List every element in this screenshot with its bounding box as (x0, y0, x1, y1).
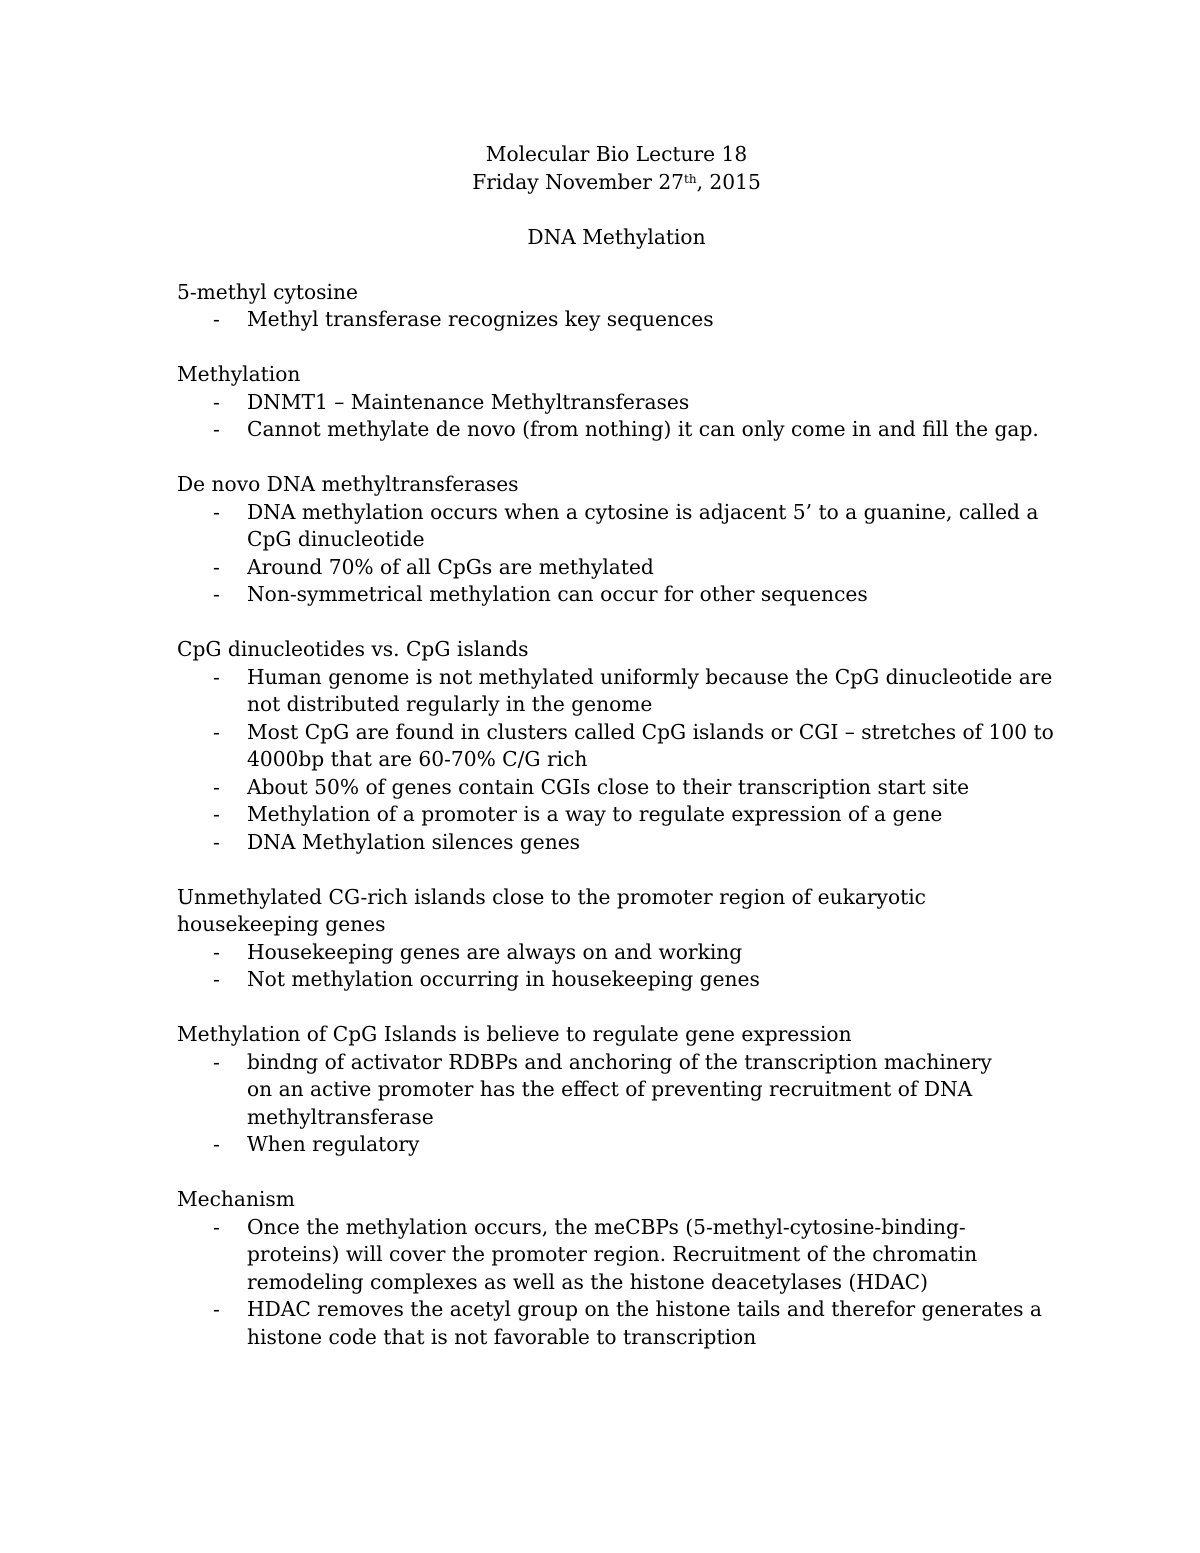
list-item (177, 554, 1057, 582)
lecture-title: Molecular Bio Lecture 18 (485, 142, 748, 166)
dash-bullet: - (213, 664, 220, 689)
list-item (177, 499, 1057, 554)
bullet-list (177, 499, 1057, 609)
list-item (177, 581, 1057, 609)
list-item (177, 829, 1057, 857)
list-item-text: Most CpG are found in clusters called CpG islands or CGI – stretches of 100 to 4000bp that are 60-70% C/G rich (247, 719, 1054, 771)
document-page (177, 141, 1057, 1351)
dash-bullet: - (213, 1132, 220, 1156)
section-5-methyl-cytosine (177, 279, 1057, 334)
dash-bullet: - (213, 802, 220, 826)
dash-bullet: - (213, 499, 220, 524)
list-item-text: bindng of activator RDBPs and anchoring of the transcription machinery on an active promoter has the effect of preventing recruitment of DNA methyltransferase (247, 1049, 992, 1129)
dash-bullet: - (213, 1049, 220, 1074)
section-heading: De novo DNA methyltransferases (177, 472, 519, 496)
document-header (176, 141, 1057, 251)
list-item (177, 306, 1057, 334)
section-cpg-dinucleotides-vs-islands (177, 636, 1057, 856)
lecture-date (176, 169, 1057, 197)
list-item-text: Methyl transferase recognizes key sequences (247, 307, 714, 331)
list-item-text: Housekeeping genes are always on and working (247, 939, 743, 964)
dash-bullet: - (213, 389, 220, 414)
list-item (177, 389, 1057, 417)
section-heading: Methylation (177, 362, 301, 386)
list-item (177, 939, 1057, 967)
list-item (177, 966, 1057, 994)
section-heading: CpG dinucleotides vs. CpG islands (177, 637, 529, 661)
list-item-text: Methylation of a promoter is a way to regulate expression of a gene (247, 802, 943, 826)
list-item-text: DNMT1 – Maintenance Methyltransferases (247, 389, 690, 414)
list-item-text: When regulatory (247, 1132, 420, 1156)
dash-bullet: - (213, 939, 220, 964)
list-item (177, 1214, 1057, 1297)
section-methylation (177, 361, 1057, 444)
dash-bullet: - (213, 582, 220, 606)
bullet-list (177, 1214, 1057, 1352)
bullet-list (177, 664, 1057, 857)
topic-title: DNA Methylation (527, 224, 706, 249)
list-item (177, 664, 1057, 719)
dash-bullet: - (213, 307, 220, 331)
list-item (177, 719, 1057, 774)
section-unmethylated-cg-islands (177, 884, 1057, 994)
list-item-text: HDAC removes the acetyl group on the histone tails and therefor generates a histone code that is not favorable to transcription (247, 1297, 1042, 1349)
dash-bullet: - (213, 719, 220, 744)
date-prefix: Friday November 27 (472, 169, 685, 194)
list-item (177, 1296, 1057, 1351)
dash-bullet: - (213, 1214, 220, 1239)
section-heading: Methylation of CpG Islands is believe to regulate gene expression (177, 1022, 852, 1046)
list-item (177, 1131, 1057, 1159)
section-heading: Unmethylated CG-rich islands close to the promoter region of eukaryotic housekeeping genes (177, 884, 926, 936)
section-de-novo-methyltransferases (177, 471, 1057, 609)
section-heading: Mechanism (177, 1187, 295, 1211)
list-item-text: DNA Methylation silences genes (247, 829, 581, 854)
list-item-text: Cannot methylate de novo (from nothing) it can only come in and fill the gap. (247, 417, 1039, 441)
bullet-list (177, 1049, 1057, 1159)
list-item-text: About 50% of genes contain CGIs close to their transcription start site (247, 774, 970, 799)
bullet-list (177, 306, 1057, 334)
dash-bullet: - (213, 1297, 220, 1321)
section-methylation-of-cpg-islands (177, 1021, 1057, 1159)
section-mechanism (177, 1186, 1057, 1351)
list-item-text: Human genome is not methylated uniformly because the CpG dinucleotide are not distributed regularly in the genome (247, 664, 1053, 716)
dash-bullet: - (213, 967, 220, 991)
list-item (177, 801, 1057, 829)
list-item-text: Non-symmetrical methylation can occur for other sequences (247, 582, 868, 606)
list-item (177, 774, 1057, 802)
dash-bullet: - (213, 417, 220, 441)
dash-bullet: - (213, 829, 220, 854)
dash-bullet: - (213, 554, 220, 579)
list-item (177, 416, 1057, 444)
date-ordinal-suffix: th (684, 171, 697, 186)
list-item (177, 1049, 1057, 1132)
list-item-text: Around 70% of all CpGs are methylated (247, 554, 654, 579)
bullet-list (177, 389, 1057, 444)
bullet-list (177, 939, 1057, 994)
list-item-text: DNA methylation occurs when a cytosine is adjacent 5’ to a guanine, called a CpG dinucleotide (247, 499, 1039, 551)
list-item-text: Once the methylation occurs, the meCBPs (5-methyl-cytosine-binding-proteins) will cover the promoter region. Recruitment of the chromatin remodeling complexes as well as the histone deacetylases (HDAC) (247, 1214, 978, 1294)
date-suffix: , 2015 (696, 169, 761, 194)
section-heading: 5-methyl cytosine (177, 279, 358, 304)
dash-bullet: - (213, 774, 220, 799)
list-item-text: Not methylation occurring in housekeeping genes (247, 967, 760, 991)
